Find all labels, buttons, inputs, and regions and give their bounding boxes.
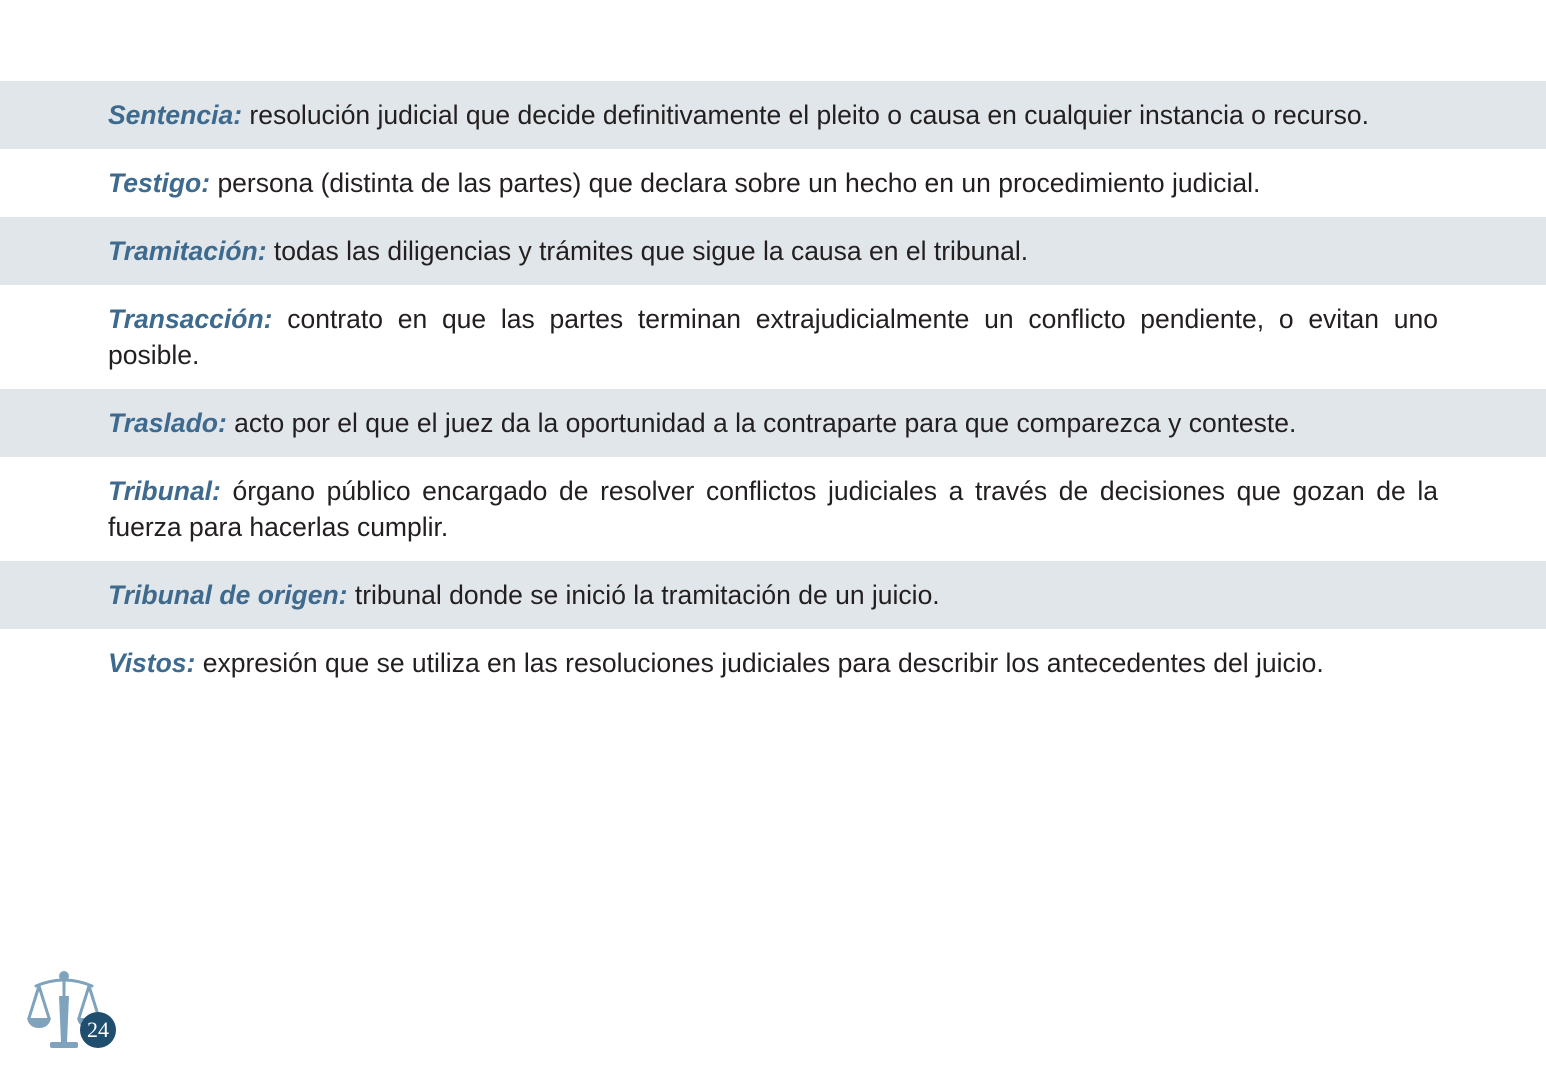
glossary-term: Tramitación: [108, 236, 267, 266]
glossary-list [0, 81, 1546, 697]
glossary-entry-vistos [0, 629, 1546, 697]
glossary-definition: contrato en que las partes terminan extrajudicialmente un conflicto pendiente, o evitan uno posible. [108, 304, 1438, 370]
glossary-term: Vistos: [108, 648, 196, 678]
glossary-entry-transaccion [0, 285, 1546, 389]
glossary-definition: resolución judicial que decide definitivamente el pleito o causa en cualquier instancia o recurso. [242, 100, 1369, 130]
glossary-entry-sentencia [0, 81, 1546, 149]
glossary-term: Testigo: [108, 168, 211, 198]
glossary-term: Sentencia: [108, 100, 243, 130]
glossary-term: Traslado: [108, 408, 227, 438]
glossary-term: Transacción: [108, 304, 273, 334]
glossary-definition: órgano público encargado de resolver conflictos judiciales a través de decisiones que gozan de la fuerza para hacerlas cumplir. [108, 476, 1438, 542]
glossary-term: Tribunal de origen: [108, 580, 348, 610]
glossary-definition: acto por el que el juez da la oportunidad a la contraparte para que comparezca y conteste. [226, 408, 1297, 438]
glossary-definition: expresión que se utiliza en las resoluciones judiciales para describir los antecedentes del juicio. [195, 648, 1324, 678]
glossary-entry-tribunal-de-origen [0, 561, 1546, 629]
glossary-definition: persona (distinta de las partes) que declara sobre un hecho en un procedimiento judicial. [210, 168, 1261, 198]
glossary-entry-tramitacion [0, 217, 1546, 285]
glossary-definition: tribunal donde se inició la tramitación de un juicio. [347, 580, 940, 610]
glossary-entry-traslado [0, 389, 1546, 457]
glossary-entry-testigo [0, 149, 1546, 217]
scales-of-justice-icon [24, 968, 124, 1058]
glossary-definition: todas las diligencias y trámites que sigue la causa en el tribunal. [266, 236, 1029, 266]
page-number-badge: 24 [80, 1012, 116, 1048]
glossary-entry-tribunal [0, 457, 1546, 561]
glossary-term: Tribunal: [108, 476, 221, 506]
